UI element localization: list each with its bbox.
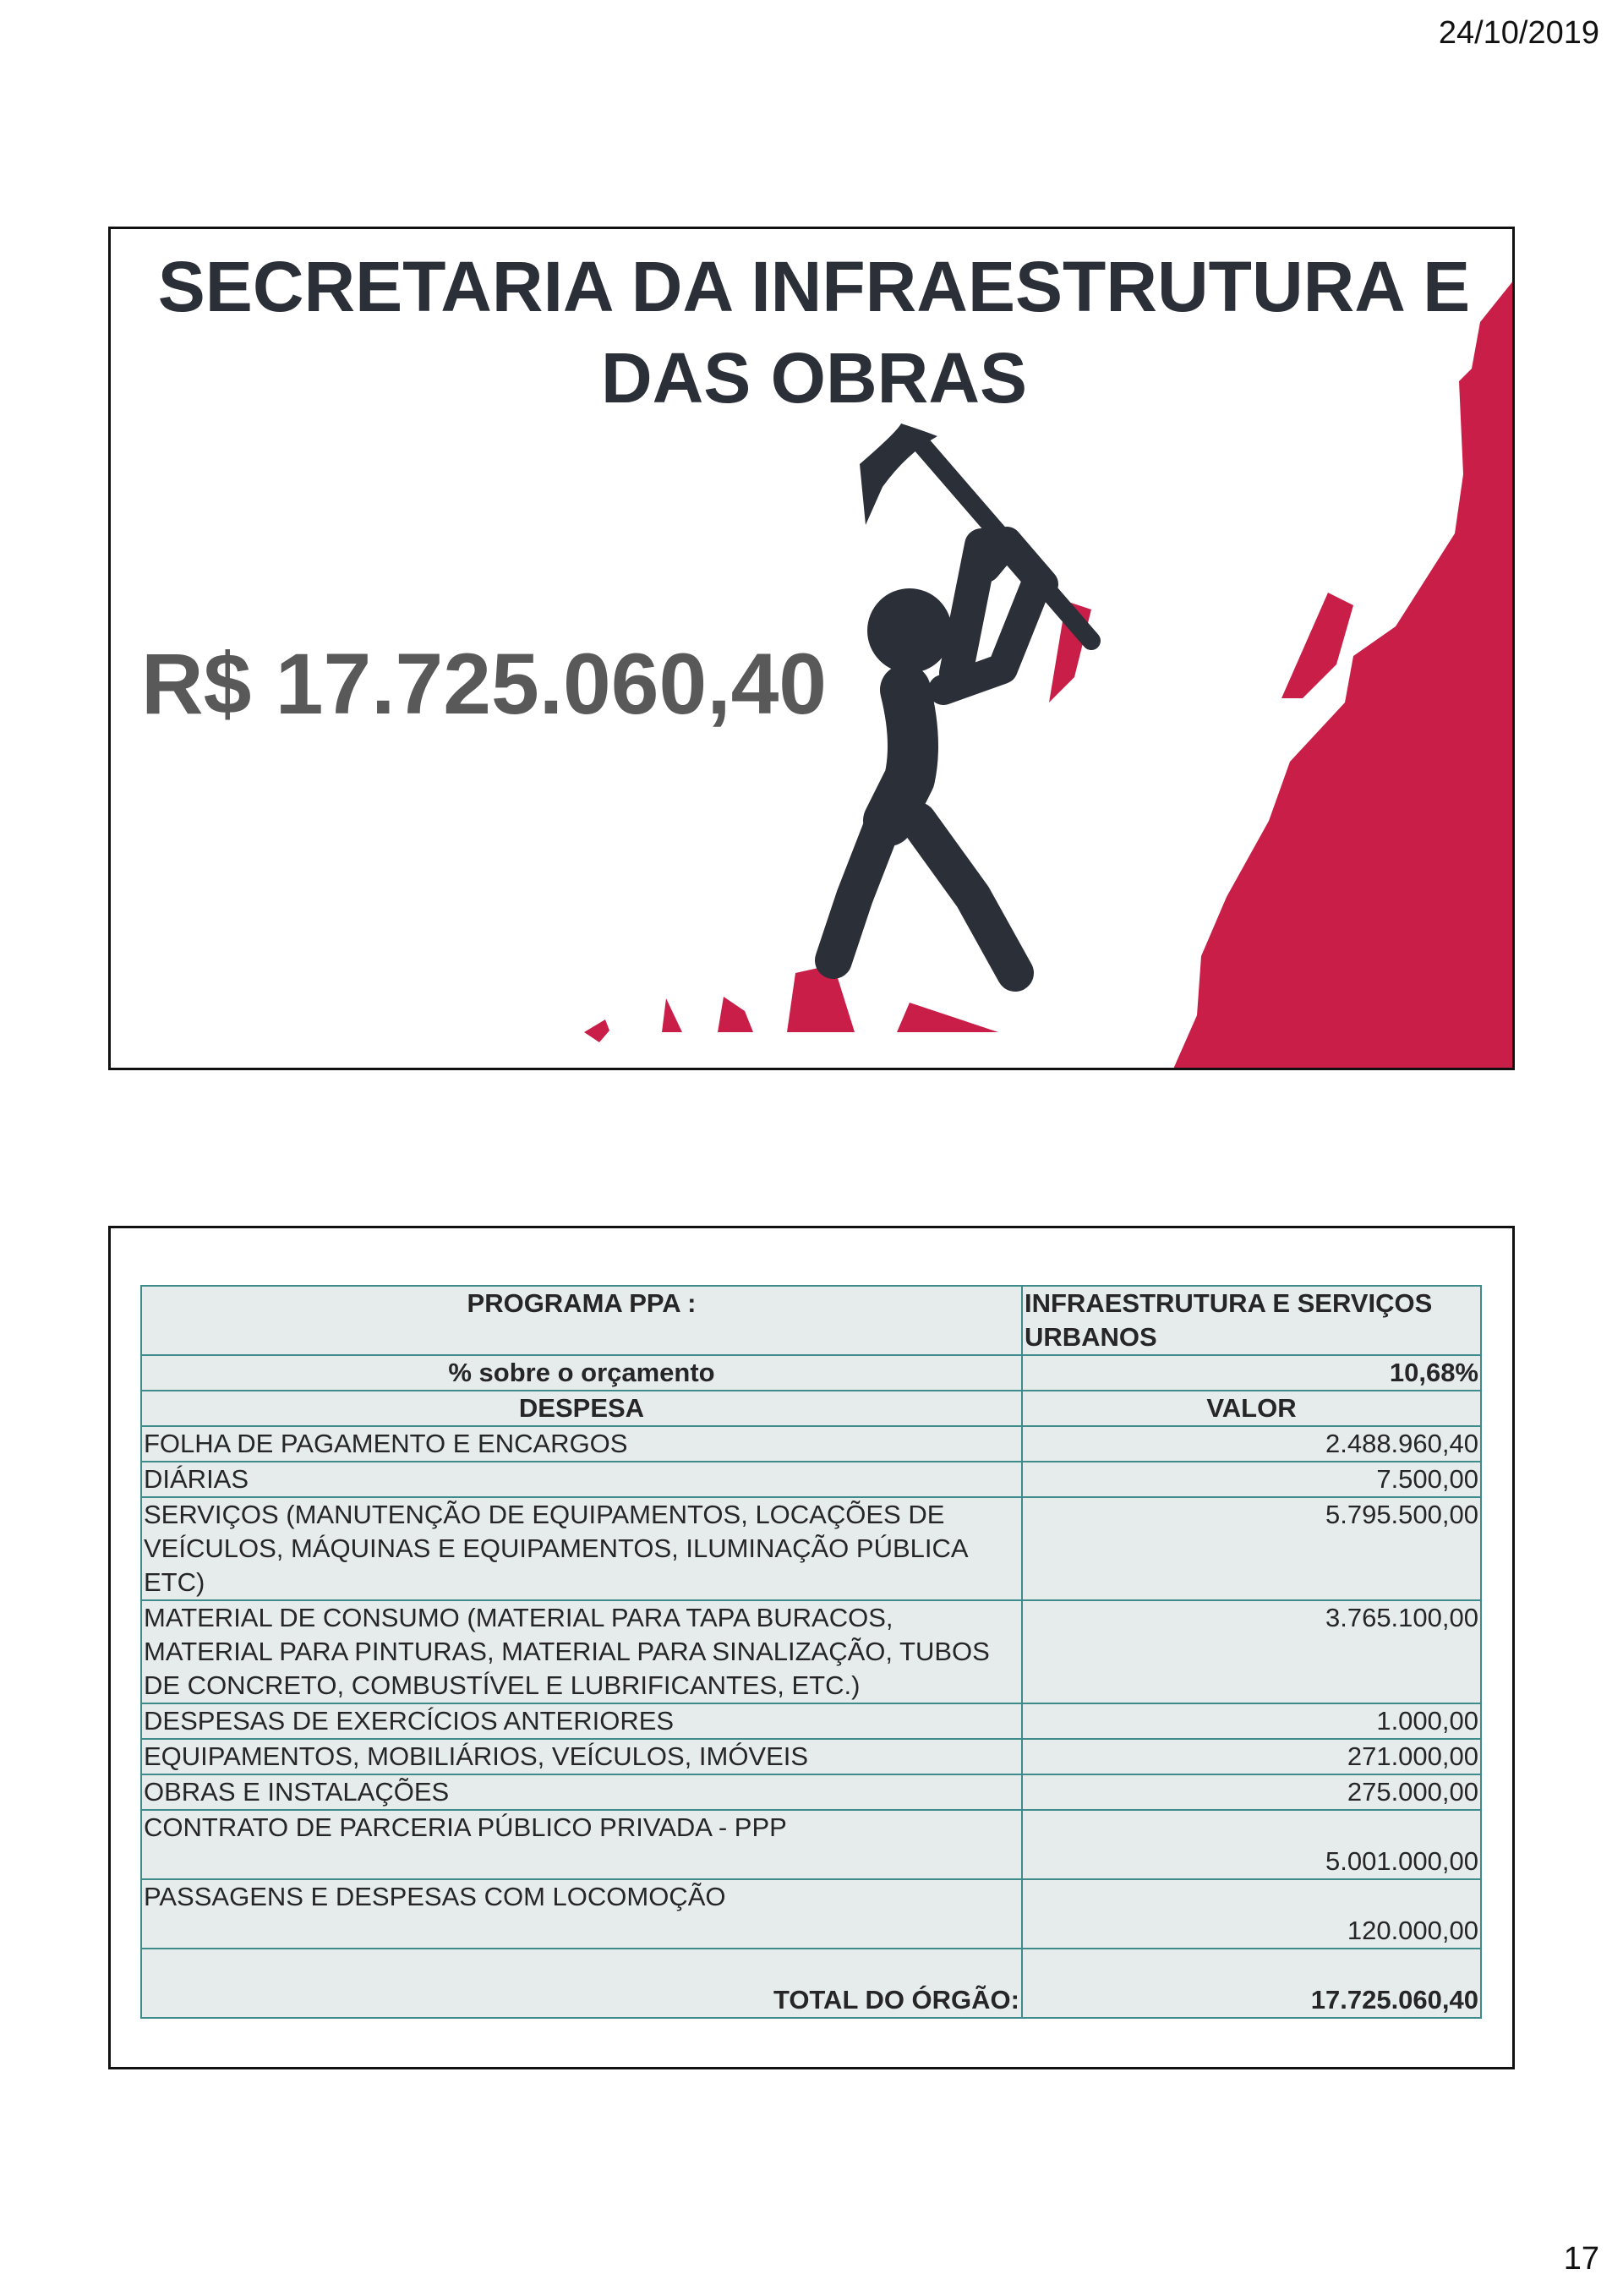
title-line-2: DAS OBRAS <box>600 338 1028 418</box>
total-row <box>141 1949 1481 2018</box>
valor-cell: 5.001.000,00 <box>1022 1810 1481 1879</box>
page-number: 17 <box>1563 2241 1599 2277</box>
worker-head <box>867 588 952 673</box>
budget-table-slide <box>108 1226 1515 2069</box>
col-header-despesa: DESPESA <box>141 1391 1022 1426</box>
budget-table <box>140 1285 1482 2019</box>
despesa-cell: DIÁRIAS <box>141 1462 1022 1497</box>
percent-row <box>141 1355 1481 1391</box>
programa-label: PROGRAMA PPA : <box>141 1286 1022 1355</box>
despesa-cell: FOLHA DE PAGAMENTO E ENCARGOS <box>141 1426 1022 1462</box>
table-row <box>141 1879 1481 1949</box>
valor-cell: 271.000,00 <box>1022 1739 1481 1774</box>
column-header-row <box>141 1391 1481 1426</box>
title-slide <box>108 227 1515 1070</box>
percent-value: 10,68% <box>1022 1355 1481 1391</box>
valor-cell: 5.795.500,00 <box>1022 1497 1481 1600</box>
percent-label: % sobre o orçamento <box>141 1355 1022 1391</box>
valor-cell: 1.000,00 <box>1022 1703 1481 1739</box>
budget-amount: R$ 17.725.060,40 <box>141 636 828 732</box>
total-label: TOTAL DO ÓRGÃO: <box>141 1949 1022 2018</box>
despesa-cell: EQUIPAMENTOS, MOBILIÁRIOS, VEÍCULOS, IMÓVEIS <box>141 1739 1022 1774</box>
despesa-cell: SERVIÇOS (MANUTENÇÃO DE EQUIPAMENTOS, LOCAÇÕES DE VEÍCULOS, MÁQUINAS E EQUIPAMENTOS, ILUMINAÇÃO PÚBLICA ETC) <box>141 1497 1022 1600</box>
total-value: 17.725.060,40 <box>1022 1949 1481 2018</box>
table-row <box>141 1703 1481 1739</box>
valor-cell: 2.488.960,40 <box>1022 1426 1481 1462</box>
table-row <box>141 1462 1481 1497</box>
programa-value: INFRAESTRUTURA E SERVIÇOS URBANOS <box>1022 1286 1481 1355</box>
col-header-valor: VALOR <box>1022 1391 1481 1426</box>
programa-row <box>141 1286 1481 1355</box>
valor-cell: 3.765.100,00 <box>1022 1600 1481 1703</box>
despesa-cell: OBRAS E INSTALAÇÕES <box>141 1774 1022 1810</box>
valor-cell: 120.000,00 <box>1022 1879 1481 1949</box>
table-row <box>141 1426 1481 1462</box>
table-row <box>141 1600 1481 1703</box>
table-row <box>141 1497 1481 1600</box>
table-row <box>141 1774 1481 1810</box>
valor-cell: 7.500,00 <box>1022 1462 1481 1497</box>
despesa-cell: CONTRATO DE PARCERIA PÚBLICO PRIVADA - PPP <box>141 1810 1022 1879</box>
title-line-1: SECRETARIA DA INFRAESTRUTURA E <box>157 247 1471 326</box>
table-row <box>141 1810 1481 1879</box>
despesa-cell: MATERIAL DE CONSUMO (MATERIAL PARA TAPA BURACOS, MATERIAL PARA PINTURAS, MATERIAL PARA SINALIZAÇÃO, TUBOS DE CONCRETO, COMBUSTÍVEL E LUBRIFICANTES, ETC.) <box>141 1600 1022 1703</box>
page-date: 24/10/2019 <box>1438 15 1599 51</box>
table-row <box>141 1739 1481 1774</box>
despesa-cell: DESPESAS DE EXERCÍCIOS ANTERIORES <box>141 1703 1022 1739</box>
page-title <box>111 241 1515 424</box>
despesa-cell: PASSAGENS E DESPESAS COM LOCOMOÇÃO <box>141 1879 1022 1949</box>
valor-cell: 275.000,00 <box>1022 1774 1481 1810</box>
